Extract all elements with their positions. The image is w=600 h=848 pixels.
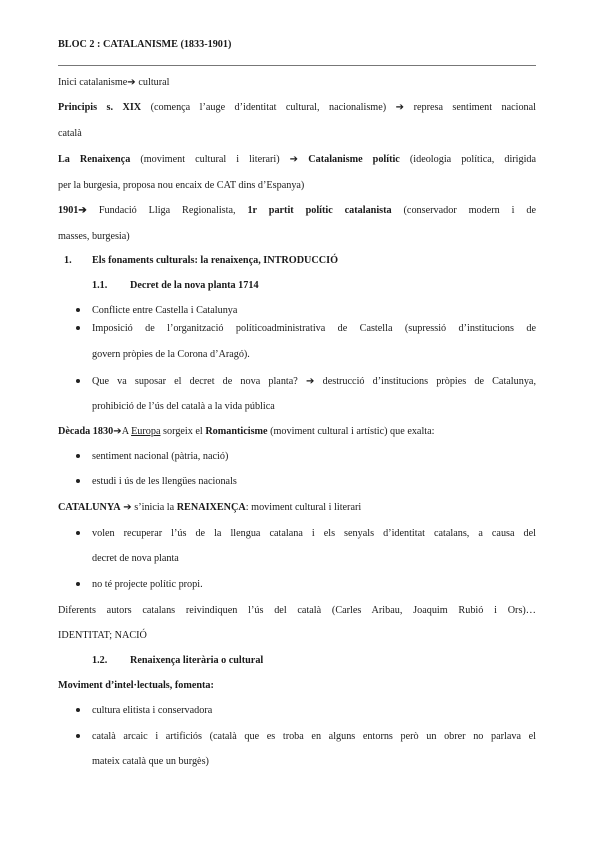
document-title: BLOC 2 : CATALANISME (1833-1901) xyxy=(58,39,232,50)
bullet-marker xyxy=(76,479,80,483)
section-1-number: 1. xyxy=(64,255,72,266)
moviment-line: Moviment d’intel·lectuals, fomenta: xyxy=(58,680,214,691)
bullet-marker xyxy=(76,531,80,535)
section-1-1-heading: Decret de la nova planta 1714 xyxy=(130,280,259,291)
catalunya-bullet-1-line-1: volen recuperar l’ús de la llengua catalana i els senyals d’identitat catalans, a causa del xyxy=(92,528,536,539)
intro-line: Inici catalanisme➔ cultural xyxy=(58,77,170,88)
moviment-bullet-1: cultura elitista i conservadora xyxy=(92,705,213,716)
section-1-1-number: 1.1. xyxy=(92,280,108,291)
decret-bullet-2-line-1: Imposició de l’organització políticoadministrativa de Castella (supressió d’institucions de xyxy=(92,323,536,334)
renaixenca-line-1: La Renaixença (moviment cultural i literari) ➔ Catalanisme polític (ideologia política, dirigida xyxy=(58,154,537,165)
decret-bullet-3-line-2: prohibició de l’ús del català a la vida pública xyxy=(92,401,275,412)
bullet-marker xyxy=(76,734,80,738)
decada-bullet-1: sentiment nacional (pàtria, nació) xyxy=(92,451,229,462)
autors-line-2: IDENTITAT; NACIÓ xyxy=(58,630,147,641)
decret-bullet-2-line-2: govern pròpies de la Corona d’Aragó). xyxy=(92,349,250,360)
bullet-marker xyxy=(76,379,80,383)
catalunya-bullet-2: no té projecte polític propi. xyxy=(92,579,203,590)
decada-bullet-2: estudi i ús de les llengües nacionals xyxy=(92,476,237,487)
bullet-marker xyxy=(76,708,80,712)
section-1-2-heading: Renaixença literària o cultural xyxy=(130,655,264,666)
bullet-marker xyxy=(76,582,80,586)
decada-line: Dècada 1830➔A Europa sorgeix el Romanticisme (moviment cultural i artístic) que exalta: xyxy=(58,426,435,437)
section-1-2-number: 1.2. xyxy=(92,655,108,666)
decret-bullet-3-line-1: Que va suposar el decret de nova planta? ➔ destrucció d’institucions pròpies de Catalunya, xyxy=(92,376,536,387)
europa-link[interactable]: Europa xyxy=(131,426,161,437)
bullet-marker xyxy=(76,308,80,312)
title-underline xyxy=(58,65,536,66)
moviment-bullet-2-line-1: català arcaic i artificiós (català que es troba en alguns entorns però un obrer no parlava el xyxy=(92,731,536,742)
bullet-marker xyxy=(76,454,80,458)
catalunya-bullet-1-line-2: decret de nova planta xyxy=(92,553,179,564)
renaixenca-line-2: per la burgesia, proposa nou encaix de CAT dins d’Espanya) xyxy=(58,180,305,191)
autors-line-1: Diferents autors catalans reivindiquen l’ús del català (Carles Aribau, Joaquim Rubió i Ors)… xyxy=(58,605,536,616)
lliga-line-1: 1901➔ Fundació Lliga Regionalista, 1r partit polític catalanista (conservador modern i de xyxy=(58,205,536,216)
principis-line-2: català xyxy=(58,128,82,139)
lliga-line-2: masses, burgesia) xyxy=(58,231,130,242)
bullet-marker xyxy=(76,326,80,330)
decret-bullet-1: Conflicte entre Castella i Catalunya xyxy=(92,305,238,316)
section-1-heading: Els fonaments culturals: la renaixença, INTRODUCCIÓ xyxy=(92,255,339,266)
principis-line-1: Principis s. XIX (comença l’auge d’identitat cultural, nacionalisme) ➔ represa sentiment nacional xyxy=(58,102,537,113)
moviment-bullet-2-line-2: mateix català que un burgès) xyxy=(92,756,209,767)
catalunya-line: CATALUNYA ➔ s’inicia la RENAIXENÇA: moviment cultural i literari xyxy=(58,502,362,513)
